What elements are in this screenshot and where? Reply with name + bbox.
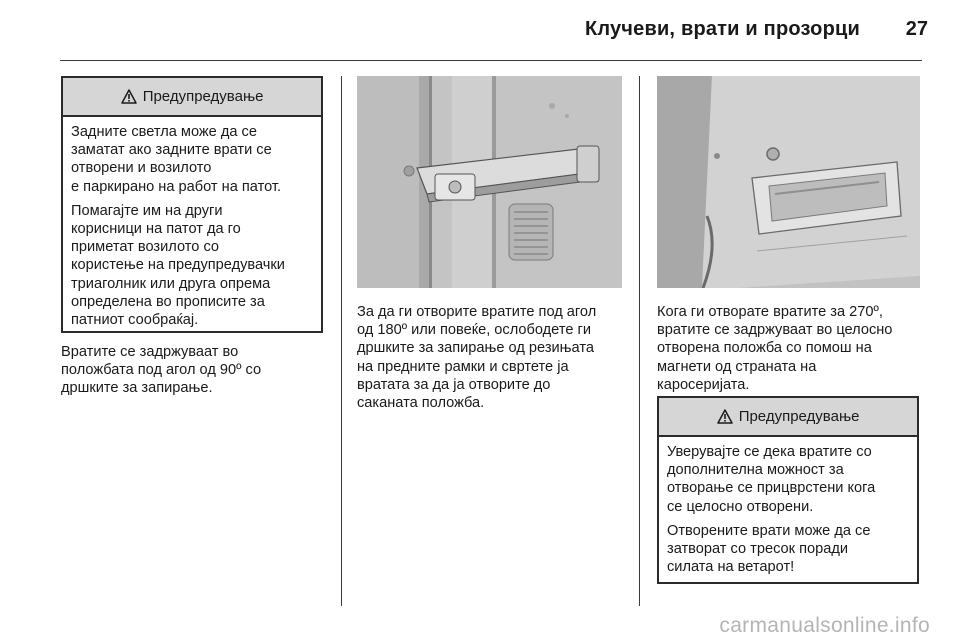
warning-triangle-icon [717, 408, 739, 425]
page-number: 27 [905, 18, 928, 40]
body-paragraph-middle: За да ги отворите вратите под агол од 180º или повеќе, ослободете ги дршките за запирање од резињата на предните рамки и свртете ја вратата за да ја отворите до саканата положба. [357, 304, 597, 412]
warning-header [659, 398, 917, 437]
warning-paragraph: Помагајте им на други корисници на патот да го приметат возилото со користење на предупредувачки триаголник или друга опрема определена во прописите за патниот сообраќај. [71, 202, 285, 329]
warning-paragraph: Отворените врати може да се затворат со тресок поради силата на ветарот! [667, 522, 871, 576]
warning-title: Предупредување [738, 408, 860, 425]
body-paragraph-right: Кога ги отворате вратите за 270º, вратите се задржуваат во целосно отворена положба со помош на магнети од страната на каросеријата. [657, 304, 893, 393]
warning-title: Предупредување [142, 88, 264, 105]
warning-box-left [61, 76, 323, 333]
warning-paragraph: Уверувајте се дека вратите со дополнителна можност за отворање се прицврстени кога се целосно отворени. [667, 444, 876, 515]
warning-body [63, 117, 321, 335]
watermark: carmanualsonline.info [719, 614, 930, 637]
column-divider-right [639, 76, 640, 606]
warning-header [63, 78, 321, 117]
header-divider [60, 60, 922, 61]
door-magnet-figure [657, 76, 920, 288]
warning-paragraph: Задните светла може да се заматат ако задните врати се отворени и возилото е паркирано на работ на патот. [71, 124, 282, 195]
door-stop-figure [357, 76, 622, 288]
door-magnet-illustration [657, 76, 920, 288]
warning-body [659, 437, 917, 582]
door-stop-illustration [357, 76, 622, 288]
page-title: Клучеви, врати и прозорци [584, 18, 860, 40]
warning-triangle-icon [121, 88, 143, 105]
warning-box-right [657, 396, 919, 584]
body-paragraph-left: Вратите се задржуваат во положбата под агол од 90º со дршките за запирање. [61, 344, 262, 397]
column-divider-left [341, 76, 342, 606]
